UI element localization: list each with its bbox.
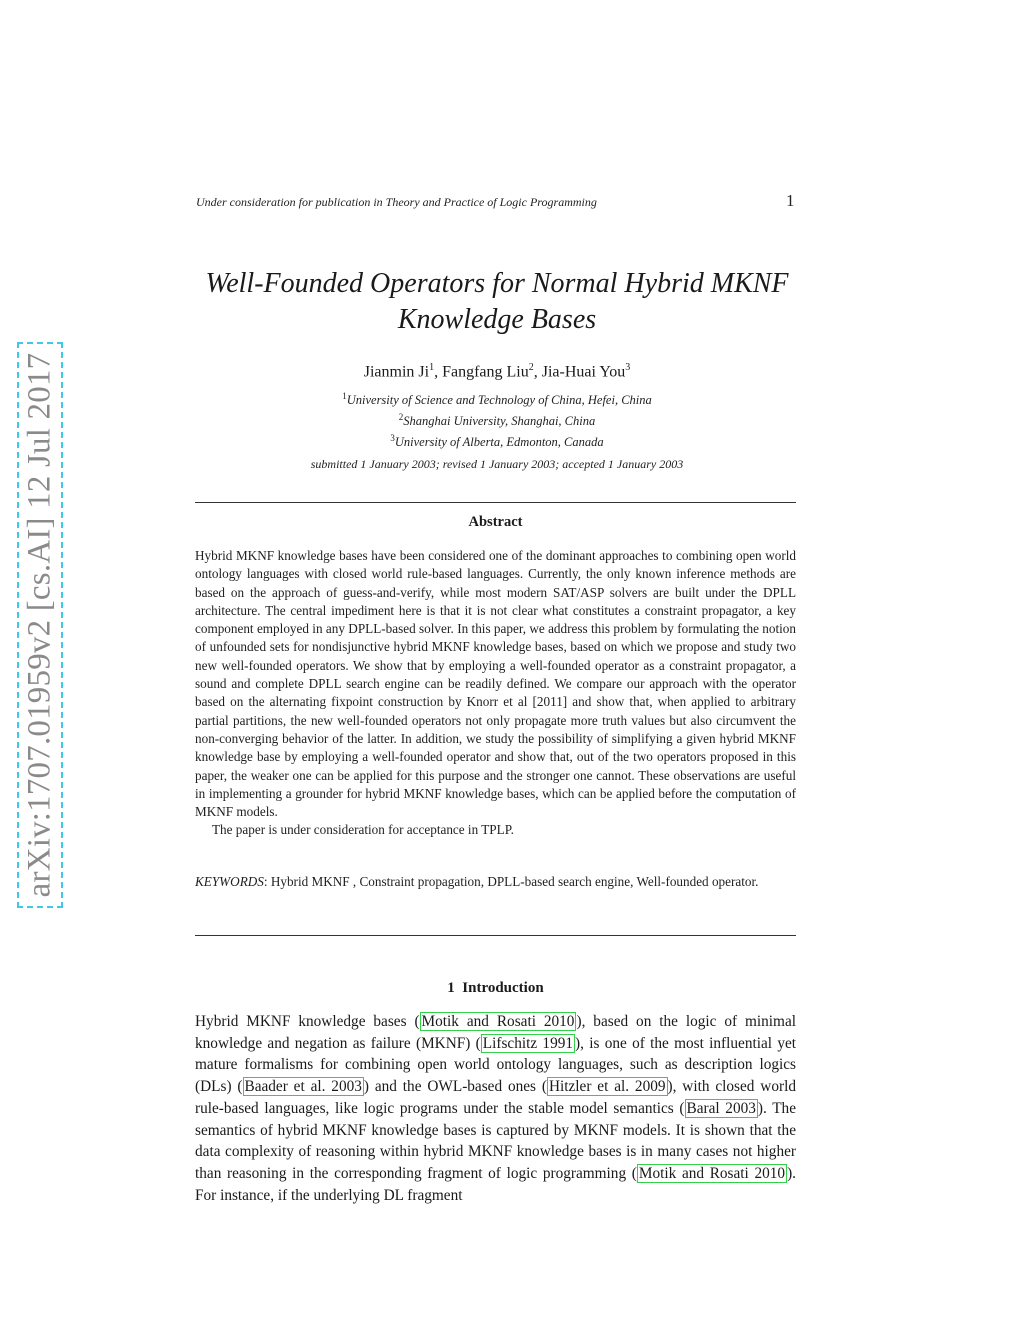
section-heading-introduction: [195, 980, 796, 997]
running-head: Under consideration for publication in Theory and Practice of Logic Programming: [196, 195, 597, 209]
keywords-label: KEYWORDS: [195, 874, 264, 889]
author-name: Fangfang Liu: [442, 363, 529, 381]
title-line-1: Well-Founded Operators for Normal Hybrid MKNF: [205, 268, 789, 299]
arxiv-identifier-text: arXiv:1707.01959v2 [cs.AI] 12 Jul 2017: [21, 352, 58, 898]
intro-text: Hybrid MKNF knowledge bases (: [195, 1013, 420, 1030]
affiliation-list: [150, 388, 844, 451]
author-affiliation-mark: 2: [528, 362, 534, 373]
affiliation-mark: 2: [398, 412, 404, 423]
arxiv-identifier-stamp[interactable]: [17, 342, 63, 908]
intro-text: ). For instance, if the underlying DL fragment: [195, 1164, 796, 1204]
keywords: [195, 873, 796, 891]
section-title: Introduction: [462, 980, 544, 996]
abstract-text: Hybrid MKNF knowledge bases have been considered one of the dominant approaches to combining open world ontology languages with closed world rule-based languages. Currently, the only known inference methods are based on the approach of guess-and-verify, while most modern SAT/ASP solvers are built under the DPLL architecture. The central impediment here is that it is not clear what constitutes a constraint propagator, a key component employed in any DPLL-based solver. In this paper, we address this problem by formulating the notion of unfounded sets for nondisjunctive hybrid MKNF knowledge bases, based on which we propose and study two new well-founded operators. We show that by employing a well-founded operator as a constraint propagator, a sound and complete DPLL search engine can be readily defined. We compare our approach with the operator based on the alternating fixpoint construction by Knorr et al [2011] and show that, when applied to arbitrary partial partitions, the new well-founded operators not only propagate more truth values but also circumvent the non-converging behavior of the latter. In addition, we study the possibility of simplifying a given hybrid MKNF knowledge base by employing a well-founded operator and show that, out of the two operators proposed in this paper, the weaker one can be applied for this purpose and the stronger one cannot. These observations are useful in implementing a grounder for hybrid MKNF knowledge bases, which can be applied before the computation of MKNF models.: [195, 548, 796, 820]
affiliation: [150, 430, 844, 451]
affiliation-text: University of Science and Technology of China, Hefei, China: [346, 393, 652, 408]
citation-link[interactable]: Baader et al. 2003: [244, 1078, 362, 1096]
citation-link[interactable]: Hitzler et al. 2009: [548, 1078, 666, 1096]
affiliation-text: Shanghai University, Shanghai, China: [403, 414, 596, 429]
author-affiliation-mark: 3: [625, 362, 631, 373]
intro-text: ), with closed world rule-based languages, like logic programs under the stable model semantics (: [195, 1078, 796, 1117]
affiliation: [150, 388, 844, 409]
intro-text: ). The semantics of hybrid MKNF knowledge bases is captured by MKNF models. It is shown that the data complexity of reasoning within hybrid MKNF knowledge bases is in many cases not higher than reasoning in the corresponding fragment of logic programming (: [195, 1099, 796, 1182]
affiliation-mark: 3: [390, 433, 395, 444]
citation-link[interactable]: Motik and Rosati 2010: [638, 1164, 786, 1182]
author-name: Jia-Huai You: [541, 363, 626, 381]
affiliation: [150, 409, 844, 430]
submission-dates: submitted 1 January 2003; revised 1 January 2003; accepted 1 January 2003: [310, 457, 684, 471]
affiliation-mark: 1: [342, 391, 347, 401]
citation-link[interactable]: Baral 2003: [686, 1099, 756, 1117]
keywords-text: : Hybrid MKNF , Constraint propagation, DPLL-based search engine, Well-founded operator.: [263, 874, 759, 889]
paper-title: [150, 266, 844, 338]
affiliation-text: University of Alberta, Edmonton, Canada: [394, 435, 604, 450]
citation-link[interactable]: Lifschitz 1991: [482, 1034, 574, 1052]
author-list: Jianmin Ji$^1$, Fangfang Liu$^2$, Jia-Huai You$^3$: [363, 362, 631, 381]
author-name: Jianmin Ji: [363, 363, 430, 381]
author-affiliation-mark: 1: [429, 362, 435, 373]
abstract-note: The paper is under consideration for acceptance in TPLP.: [212, 822, 514, 838]
abstract-top-rule: [195, 502, 796, 503]
abstract-bottom-rule: [195, 935, 796, 936]
abstract-body: [195, 547, 796, 840]
abstract-heading: Abstract: [468, 514, 523, 530]
citation-link[interactable]: Motik and Rosati 2010: [421, 1013, 575, 1030]
title-line-2: Knowledge Bases: [397, 304, 597, 335]
intro-text: ) and the OWL-based ones (: [363, 1078, 547, 1096]
introduction-paragraph: [195, 1011, 796, 1206]
intro-text: ), based on the logic of minimal knowledge and negation as failure (MKNF) (: [195, 1013, 796, 1052]
page-number: 1: [786, 191, 795, 210]
section-number: 1: [447, 980, 455, 996]
intro-text: ), is one of the most influential yet mature formalisms for combining open world ontology languages, such as description logics (DLs) (: [195, 1034, 797, 1096]
